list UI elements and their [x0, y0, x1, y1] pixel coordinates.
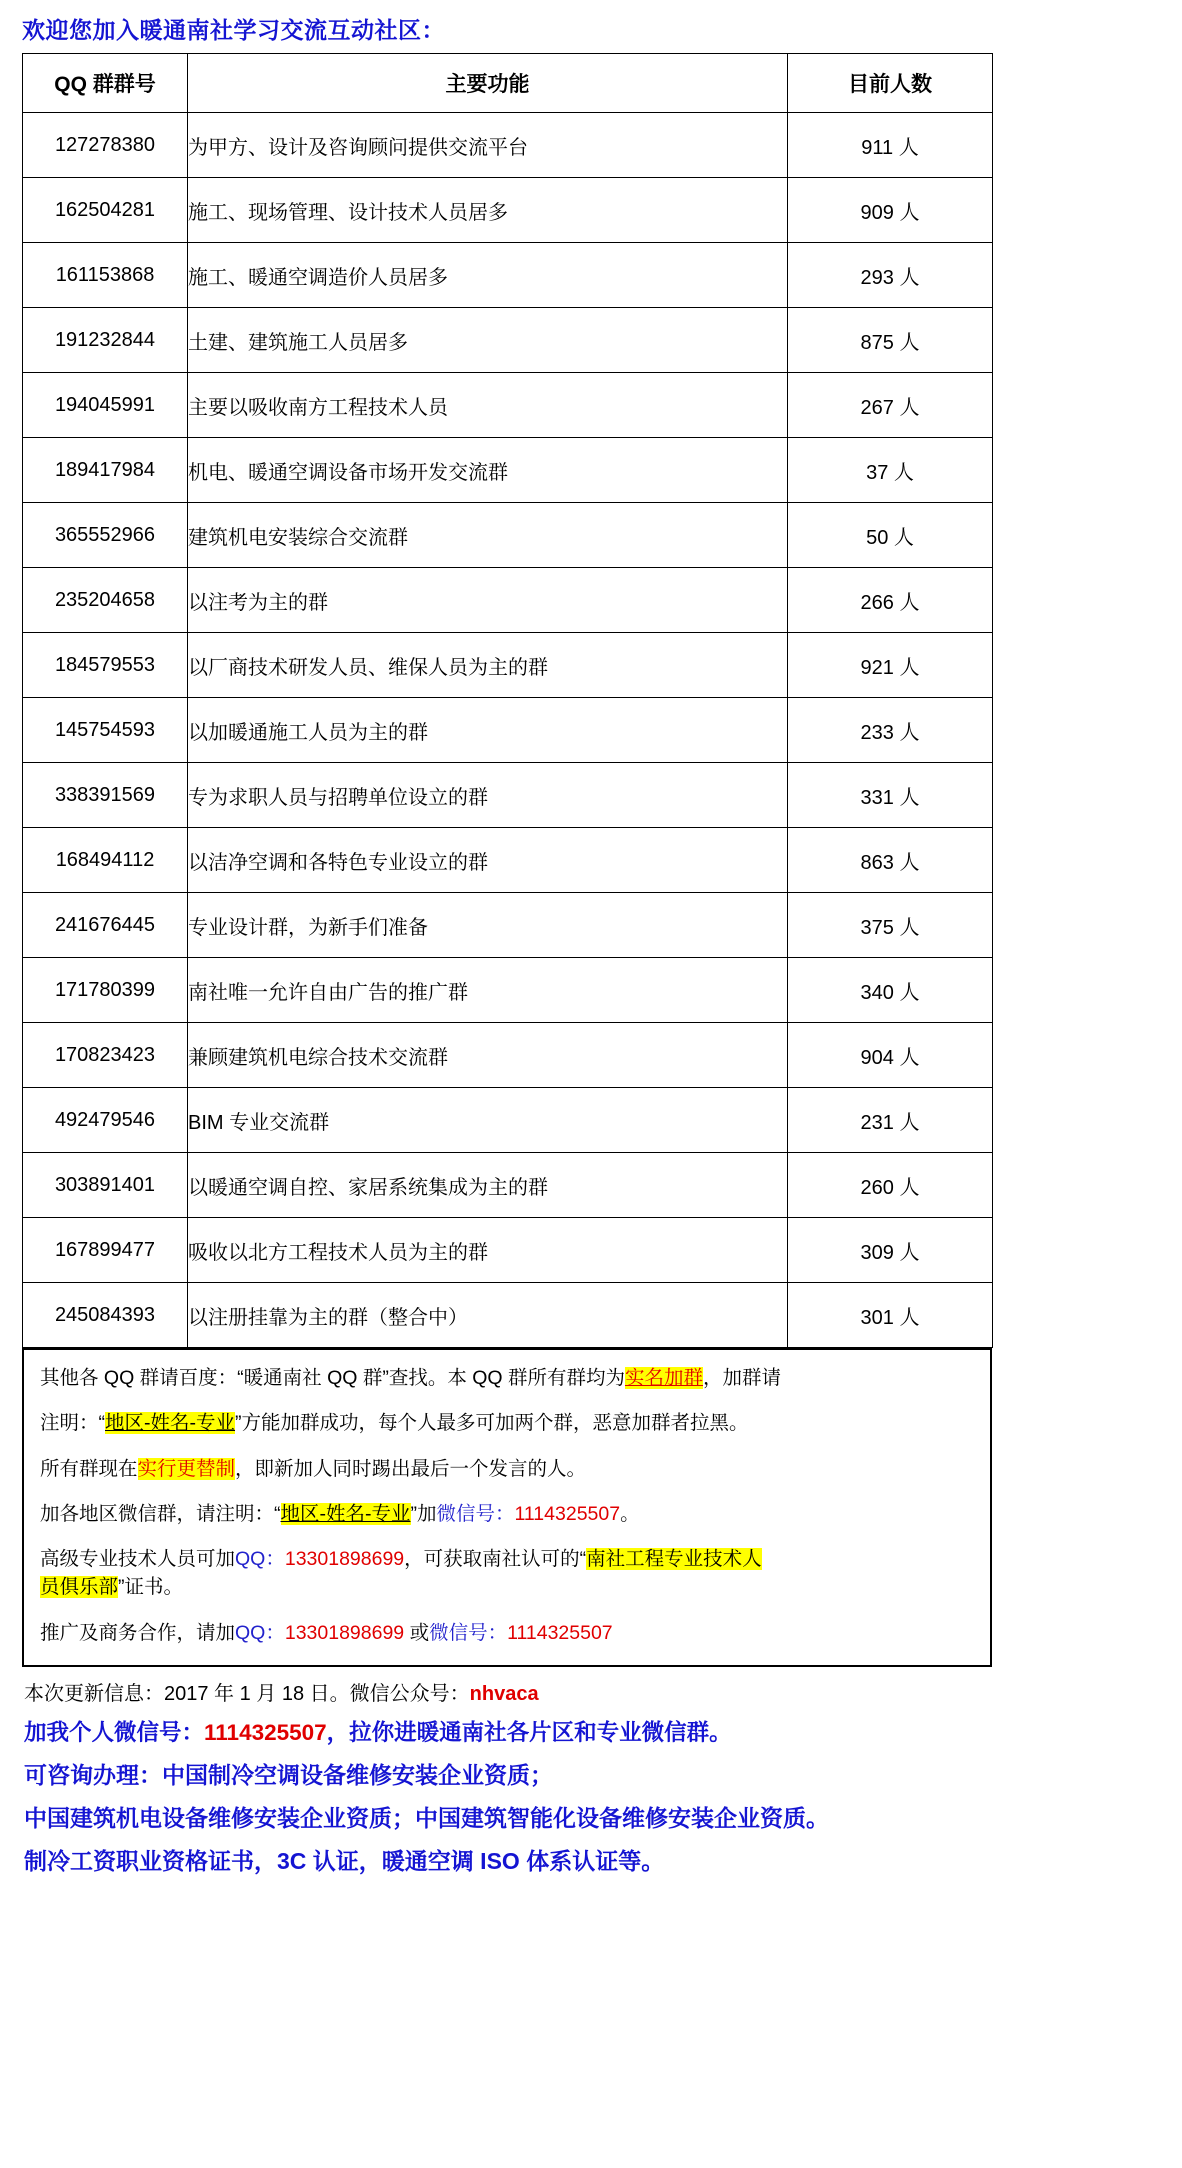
cell-group-id: 145754593 [23, 698, 188, 763]
note-line-1 [40, 1364, 974, 1392]
cell-function: 以加暖通施工人员为主的群 [188, 698, 788, 763]
note-text: ”方能加群成功，每个人最多可加两个群，恶意加群者拉黑。 [235, 1412, 749, 1435]
table-row [23, 243, 993, 308]
cell-member-count: 375 人 [788, 893, 993, 958]
cell-function: 专业设计群，为新手们准备 [188, 893, 788, 958]
cell-function: 兼顾建筑机电综合技术交流群 [188, 1023, 788, 1088]
cell-function: 以注册挂靠为主的群（整合中） [188, 1283, 788, 1348]
cell-group-id: 167899477 [23, 1218, 188, 1283]
cell-member-count: 231 人 [788, 1088, 993, 1153]
note-text: 其他各 QQ 群请百度：“暖通南社 QQ 群”查找。本 QQ 群所有群均为 [40, 1367, 626, 1389]
note-text: ，即新加人同时踢出最后一个发言的人。 [235, 1457, 587, 1480]
cell-member-count: 37 人 [788, 438, 993, 503]
cell-group-id: 303891401 [23, 1153, 188, 1218]
note-highlight-club: 南社工程专业技术人 [586, 1548, 762, 1571]
note-text: 加各地区微信群，请注明：“ [40, 1502, 281, 1525]
wechat-public-account: nhvaca [469, 1682, 539, 1705]
note-highlight-rotation: 实行更替制 [137, 1457, 236, 1480]
cell-group-id: 365552966 [23, 503, 188, 568]
cell-group-id: 194045991 [23, 373, 188, 438]
note-wechat-number: 1114325507 [514, 1502, 621, 1525]
cell-function: 主要以吸收南方工程技术人员 [188, 373, 788, 438]
table-row [23, 503, 993, 568]
table-row [23, 763, 993, 828]
note-text: ，可获取南社认可的“ [404, 1548, 587, 1571]
table-row [23, 373, 993, 438]
note-highlight-format: 地区-姓名-专业 [280, 1502, 411, 1525]
cell-function: 施工、暖通空调造价人员居多 [188, 243, 788, 308]
table-row [23, 308, 993, 373]
cell-function: 建筑机电安装综合交流群 [188, 503, 788, 568]
note-highlight-format: 地区-姓名-专业 [105, 1412, 235, 1435]
cell-member-count: 921 人 [788, 633, 993, 698]
note-text: ，加群请 [703, 1367, 782, 1389]
note-qq-number: 13301898699 [284, 1621, 405, 1644]
table-row [23, 438, 993, 503]
table-row [23, 178, 993, 243]
cell-function: 以洁净空调和各特色专业设立的群 [188, 828, 788, 893]
cell-function: 以注考为主的群 [188, 568, 788, 633]
notes-box [22, 1348, 992, 1667]
note-line-4 [40, 1500, 974, 1528]
note-wechat-label: 微信号： [429, 1621, 508, 1644]
cell-member-count: 340 人 [788, 958, 993, 1023]
footer-line-service-3: 制冷工资职业资格证书，3C 认证，暖通空调 ISO 体系认证等。 [24, 1848, 665, 1875]
note-text: 。 [620, 1502, 640, 1525]
footer-line-service-2: 中国建筑机电设备维修安装企业资质；中国建筑智能化设备维修安装企业资质。 [24, 1805, 829, 1832]
footer-line-service-1: 可咨询办理：中国制冷空调设备维修安装企业资质； [24, 1762, 553, 1789]
cell-group-id: 161153868 [23, 243, 188, 308]
cell-member-count: 904 人 [788, 1023, 993, 1088]
note-text: 或 [404, 1621, 430, 1644]
note-line-6 [40, 1619, 974, 1647]
page-title: 欢迎您加入暖通南社学习交流互动社区： [22, 17, 445, 43]
cell-function: 以厂商技术研发人员、维保人员为主的群 [188, 633, 788, 698]
note-qq-number: 13301898699 [284, 1548, 405, 1571]
cell-group-id: 162504281 [23, 178, 188, 243]
column-header-member-count: 目前人数 [788, 54, 993, 113]
table-row [23, 1218, 993, 1283]
cell-member-count: 309 人 [788, 1218, 993, 1283]
cell-function: 专为求职人员与招聘单位设立的群 [188, 763, 788, 828]
footer-text: ，拉你进暖通南社各片区和专业微信群。 [326, 1719, 732, 1745]
column-header-group-id: QQ 群群号 [23, 54, 188, 113]
note-wechat-label: 微信号： [436, 1502, 515, 1525]
cell-member-count: 233 人 [788, 698, 993, 763]
cell-function: 吸收以北方工程技术人员为主的群 [188, 1218, 788, 1283]
cell-group-id: 168494112 [23, 828, 188, 893]
table-row [23, 1023, 993, 1088]
table-row [23, 958, 993, 1023]
footer-wechat-number: 1114325507 [204, 1719, 327, 1745]
note-highlight-realname: 实名加群 [625, 1367, 704, 1389]
cell-member-count: 911 人 [788, 113, 993, 178]
note-text: 注明：“ [40, 1412, 105, 1435]
table-row [23, 633, 993, 698]
table-row [23, 1153, 993, 1218]
footer-text: 加我个人微信号： [24, 1719, 205, 1745]
cell-member-count: 267 人 [788, 373, 993, 438]
note-text: ”证书。 [118, 1576, 184, 1599]
cell-group-id: 338391569 [23, 763, 188, 828]
cell-group-id: 235204658 [23, 568, 188, 633]
cell-group-id: 184579553 [23, 633, 188, 698]
cell-group-id: 170823423 [23, 1023, 188, 1088]
cell-function: 机电、暖通空调设备市场开发交流群 [188, 438, 788, 503]
note-highlight-club-cont: 员俱乐部 [40, 1576, 119, 1599]
footer-line-wechat [24, 1718, 1168, 1748]
table-row [23, 1088, 993, 1153]
cell-member-count: 863 人 [788, 828, 993, 893]
cell-member-count: 331 人 [788, 763, 993, 828]
cell-function: 以暖通空调自控、家居系统集成为主的群 [188, 1153, 788, 1218]
table-row [23, 1283, 993, 1348]
table-row [23, 568, 993, 633]
cell-function: 施工、现场管理、设计技术人员居多 [188, 178, 788, 243]
cell-group-id: 191232844 [23, 308, 188, 373]
cell-function: 土建、建筑施工人员居多 [188, 308, 788, 373]
table-header-row [23, 54, 993, 113]
note-text: 高级专业技术人员可加 [40, 1548, 236, 1571]
cell-member-count: 909 人 [788, 178, 993, 243]
note-text: 所有群现在 [40, 1457, 138, 1480]
cell-member-count: 293 人 [788, 243, 993, 308]
update-text: 本次更新信息：2017 年 1 月 18 日。微信公众号： [24, 1682, 470, 1705]
cell-group-id: 492479546 [23, 1088, 188, 1153]
note-text: 推广及商务合作，请加 [40, 1621, 236, 1644]
cell-function: 为甲方、设计及咨询顾问提供交流平台 [188, 113, 788, 178]
table-row [23, 828, 993, 893]
cell-member-count: 301 人 [788, 1283, 993, 1348]
cell-member-count: 50 人 [788, 503, 993, 568]
cell-member-count: 875 人 [788, 308, 993, 373]
cell-group-id: 189417984 [23, 438, 188, 503]
cell-group-id: 171780399 [23, 958, 188, 1023]
note-qq-label: QQ： [235, 1621, 285, 1644]
note-line-3 [40, 1455, 974, 1483]
note-qq-label: QQ： [235, 1548, 285, 1571]
cell-group-id: 241676445 [23, 893, 188, 958]
column-header-function: 主要功能 [188, 54, 788, 113]
cell-member-count: 266 人 [788, 568, 993, 633]
table-row [23, 893, 993, 958]
footer-blue-lines [24, 1718, 1168, 1878]
note-line-5 [40, 1545, 974, 1602]
cell-member-count: 260 人 [788, 1153, 993, 1218]
update-info [24, 1677, 1168, 1706]
cell-group-id: 245084393 [23, 1283, 188, 1348]
note-text: ”加 [410, 1502, 437, 1525]
cell-group-id: 127278380 [23, 113, 188, 178]
note-wechat-number: 1114325507 [507, 1621, 613, 1644]
note-line-2 [40, 1409, 974, 1437]
cell-function: BIM 专业交流群 [188, 1088, 788, 1153]
table-row [23, 698, 993, 763]
qq-groups-table [22, 53, 993, 1348]
table-row [23, 113, 993, 178]
cell-function: 南社唯一允许自由广告的推广群 [188, 958, 788, 1023]
